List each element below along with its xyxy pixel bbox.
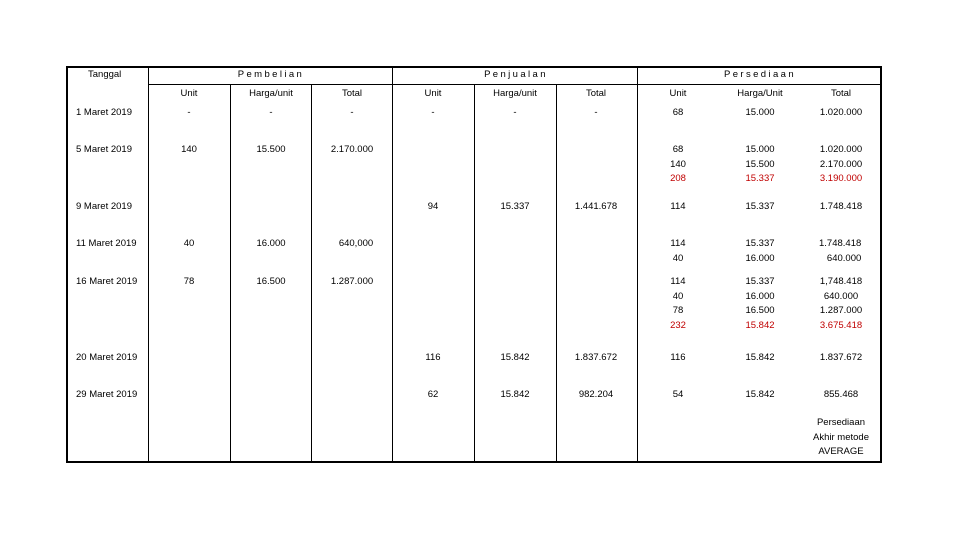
col-divider — [230, 84, 231, 463]
sedia-harga: 15.842 — [745, 352, 775, 363]
subheader-jual-unit: Unit — [424, 88, 442, 99]
jual-harga: 15.842 — [500, 389, 530, 400]
jual-harga: 15.337 — [500, 201, 530, 212]
col-divider — [392, 66, 393, 463]
sedia-unit: 114 — [670, 201, 686, 212]
beli-total: - — [350, 107, 354, 118]
sedia-total: 855.468 — [823, 389, 859, 400]
beli-unit: 40 — [183, 238, 195, 249]
jual-total: 1.441.678 — [574, 201, 618, 212]
subheader-jual-harga: Harga/unit — [493, 88, 537, 99]
beli-harga: 16.500 — [256, 276, 286, 287]
jual-unit: 94 — [427, 201, 439, 212]
footnote-average-method: Persediaan Akhir metode AVERAGE — [813, 417, 869, 457]
col-divider — [637, 66, 638, 463]
subheader-beli-total: Total — [341, 88, 363, 99]
col-divider — [474, 84, 475, 463]
jual-harga: - — [513, 107, 517, 118]
sedia-unit: 116 — [670, 352, 686, 363]
sedia-unit: 54 — [672, 389, 684, 400]
subheader-beli-harga: Harga/unit — [249, 88, 293, 99]
beli-total: 640,000 — [338, 238, 374, 249]
sedia-total: 1.837.672 — [819, 352, 863, 363]
sedia-unit: 114 40 — [670, 238, 686, 264]
sedia-harga: 15.842 — [745, 389, 775, 400]
subheader-sedia-total: Total — [830, 88, 852, 99]
jual-total: - — [594, 107, 598, 118]
row-date: 16 Maret 2019 — [76, 276, 138, 287]
sedia-total: 1.020.000 — [819, 107, 863, 118]
sedia-harga: 15.000 — [745, 107, 775, 118]
beli-harga: - — [269, 107, 273, 118]
col-divider — [148, 66, 149, 463]
row-date: 29 Maret 2019 — [76, 389, 138, 400]
sedia-total: 1.748.418 — [819, 201, 863, 212]
header-divider — [148, 84, 882, 85]
header-tanggal: Tanggal — [88, 69, 122, 80]
sedia-unit: 68 — [672, 107, 684, 118]
sedia-total: 1,748.418 640.000 1.287.000 3.675.418 — [819, 276, 863, 331]
beli-harga: 16.000 — [256, 238, 286, 249]
header-persediaan: Persediaan — [723, 69, 797, 80]
jual-unit: - — [431, 107, 435, 118]
sedia-unit: 68 140 208 — [670, 144, 686, 184]
col-divider — [311, 84, 312, 463]
beli-unit: 140 — [181, 144, 197, 155]
header-penjualan: Penjualan — [484, 69, 548, 80]
jual-total: 1.837.672 — [574, 352, 618, 363]
jual-unit: 62 — [427, 389, 439, 400]
jual-harga: 15.842 — [500, 352, 530, 363]
beli-harga: 15.500 — [256, 144, 286, 155]
row-date: 20 Maret 2019 — [76, 352, 138, 363]
jual-unit: 116 — [425, 352, 441, 363]
beli-unit: - — [187, 107, 191, 118]
sedia-harga: 15.337 — [745, 201, 775, 212]
row-date: 1 Maret 2019 — [76, 107, 132, 118]
col-divider — [556, 84, 557, 463]
row-date: 11 Maret 2019 — [76, 238, 137, 249]
row-date: 9 Maret 2019 — [76, 201, 132, 212]
beli-total: 2.170.000 — [330, 144, 374, 155]
sedia-total: 1.020.000 2.170.000 3.190.000 — [819, 144, 863, 184]
sedia-harga: 15.337 16.000 16.500 15.842 — [745, 276, 775, 331]
row-date: 5 Maret 2019 — [76, 144, 132, 155]
beli-unit: 78 — [183, 276, 195, 287]
subheader-jual-total: Total — [585, 88, 607, 99]
jual-total: 982.204 — [578, 389, 614, 400]
subheader-sedia-unit: Unit — [669, 88, 687, 99]
header-pembelian: Pembelian — [237, 69, 305, 80]
subheader-sedia-harga: Harga/Unit — [737, 88, 783, 99]
subheader-beli-unit: Unit — [180, 88, 198, 99]
sedia-harga: 15.000 15.500 15.337 — [745, 144, 775, 184]
sedia-unit: 114 40 78 232 — [670, 276, 686, 331]
sedia-harga: 15.337 16.000 — [745, 238, 775, 264]
beli-total: 1.287.000 — [330, 276, 374, 287]
sedia-total: 1.748.418 640.000 — [819, 238, 862, 264]
